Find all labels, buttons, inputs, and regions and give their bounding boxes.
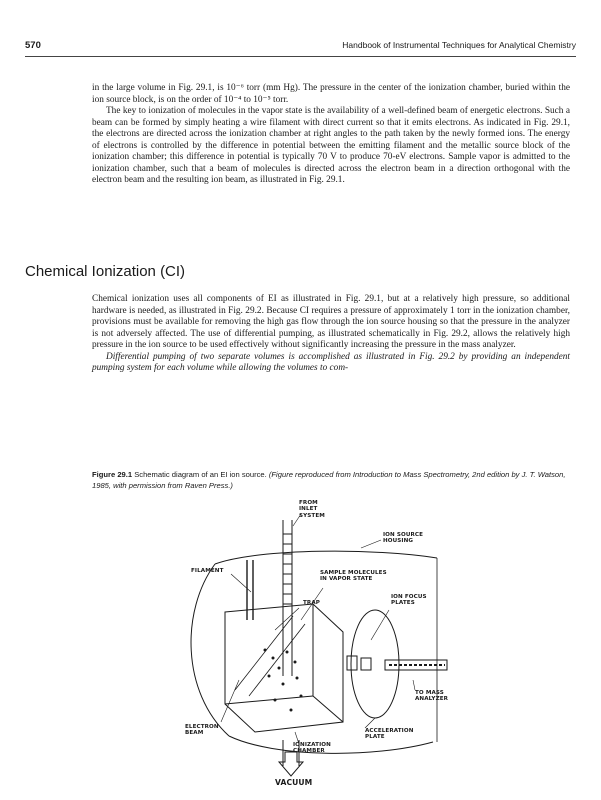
electron-beam-arrow: [249, 624, 305, 696]
header-rule: [25, 56, 576, 57]
caption-credit: (Figure reproduced from Introduction to Mass Spectrometry, 2nd edition by J. T. Watson, 1985, with permission from Raven Press.): [92, 470, 566, 490]
electron-beam-arrow: [235, 616, 293, 690]
housing-outline: [191, 564, 229, 736]
leader-line: [371, 610, 389, 640]
molecule-dot: [290, 709, 293, 712]
label-inlet: FROM INLET SYSTEM: [299, 500, 325, 519]
molecule-dot: [296, 677, 299, 680]
leader-line: [361, 540, 381, 548]
label-focus-plates: ION FOCUS PLATES: [391, 594, 427, 607]
leader-line: [275, 608, 299, 630]
page-number: 570: [25, 40, 41, 51]
label-ionization-chamber: IONIZATION CHAMBER: [293, 742, 331, 755]
leader-line: [365, 718, 375, 728]
molecule-dot: [286, 651, 289, 654]
label-housing: ION SOURCE HOUSING: [383, 532, 424, 545]
label-vacuum: VACUUM: [275, 778, 313, 787]
molecule-dot: [274, 699, 277, 702]
molecule-dot: [294, 661, 297, 664]
housing-outline: [215, 551, 437, 564]
ionization-chamber: [225, 604, 343, 732]
paragraph: The key to ionization of molecules in the vapor state is the availability of a well-defined beam of energetic electrons. Such a beam can be formed by simply heating a wire filament with direct current so that it emits electrons. As indicated in Fig. 29.1, the electrons are directed across the ionization chamber at right angles to the path taken by the newly formed ions. The energy of electrons is controlled by the difference in potential between the emitting filament and the metallic source block of the ionization chamber; this difference in potential is typically 70 V to produce 70-eV electrons. Sample vapor is admitted to the ionization chamber, such that a beam of molecules is directed across the electron beam in a direction orthogonal with the electron beam and the resulting ion beam, as illustrated in Fig. 29.1.: [92, 106, 570, 185]
label-trap: TRAP: [303, 600, 320, 606]
figure-caption: [92, 470, 570, 491]
caption-label: Figure 29.1: [92, 470, 133, 479]
molecule-dot: [268, 675, 271, 678]
molecule-dot: [264, 649, 267, 652]
leader-line: [231, 574, 251, 592]
paragraph-italic: Differential pumping of two separate volumes is accomplished as illustrated in Fig. 29.2 by providing an independent pumping system for each volume while allowing the volumes to com-: [92, 351, 570, 373]
running-header: Handbook of Instrumental Techniques for Analytical Chemistry: [342, 40, 576, 50]
section-text: [92, 294, 570, 375]
molecule-dot: [300, 695, 303, 698]
leader-line: [413, 680, 415, 690]
label-electron-beam: ELECTRON BEAM: [185, 724, 219, 737]
caption-text: Schematic diagram of an EI ion source.: [134, 470, 267, 479]
section-heading: Chemical Ionization (CI): [25, 263, 186, 280]
ion-source-diagram: [175, 500, 475, 788]
label-filament: FILAMENT: [191, 568, 224, 574]
ion-focus-plate: [347, 656, 357, 670]
paragraph: Chemical ionization uses all components of EI as illustrated in Fig. 29.1, but at a relatively high pressure, so additional hardware is needed, as illustrated in Fig. 29.2. Because CI requires a pressure of approximately 1 torr in the ionization chamber, provisions must be available for removing the high gas flow through the ion source housing so that the pressure in the analyzer is not adversely affected. The use of differential pumping, as illustrated schematically in Fig. 29.2, allows the relatively high pressure in the ion source to be used effectively without significantly increasing the pressure in the mass analyzer.: [92, 294, 570, 350]
label-acceleration-plate: ACCELERATION PLATE: [365, 728, 414, 741]
paragraph: [92, 352, 570, 375]
chamber-edge: [225, 696, 313, 704]
molecule-dot: [278, 667, 281, 670]
chamber-edge: [313, 696, 343, 722]
leader-line: [221, 680, 239, 722]
molecule-dot: [282, 683, 285, 686]
label-sample-molecules: SAMPLE MOLECULES IN VAPOR STATE: [320, 570, 387, 583]
paragraph: in the large volume in Fig. 29.1, is 10⁻⁶ torr (mm Hg). The pressure in the center of the ionization chamber, buried within the ion source block, is on the order of 10⁻⁴ to 10⁻⁵ torr.: [92, 83, 570, 105]
intro-text: [92, 83, 570, 187]
ion-focus-plate: [361, 658, 371, 670]
molecule-dot: [272, 657, 275, 660]
label-to-analyzer: TO MASS ANALYZER: [415, 690, 449, 703]
